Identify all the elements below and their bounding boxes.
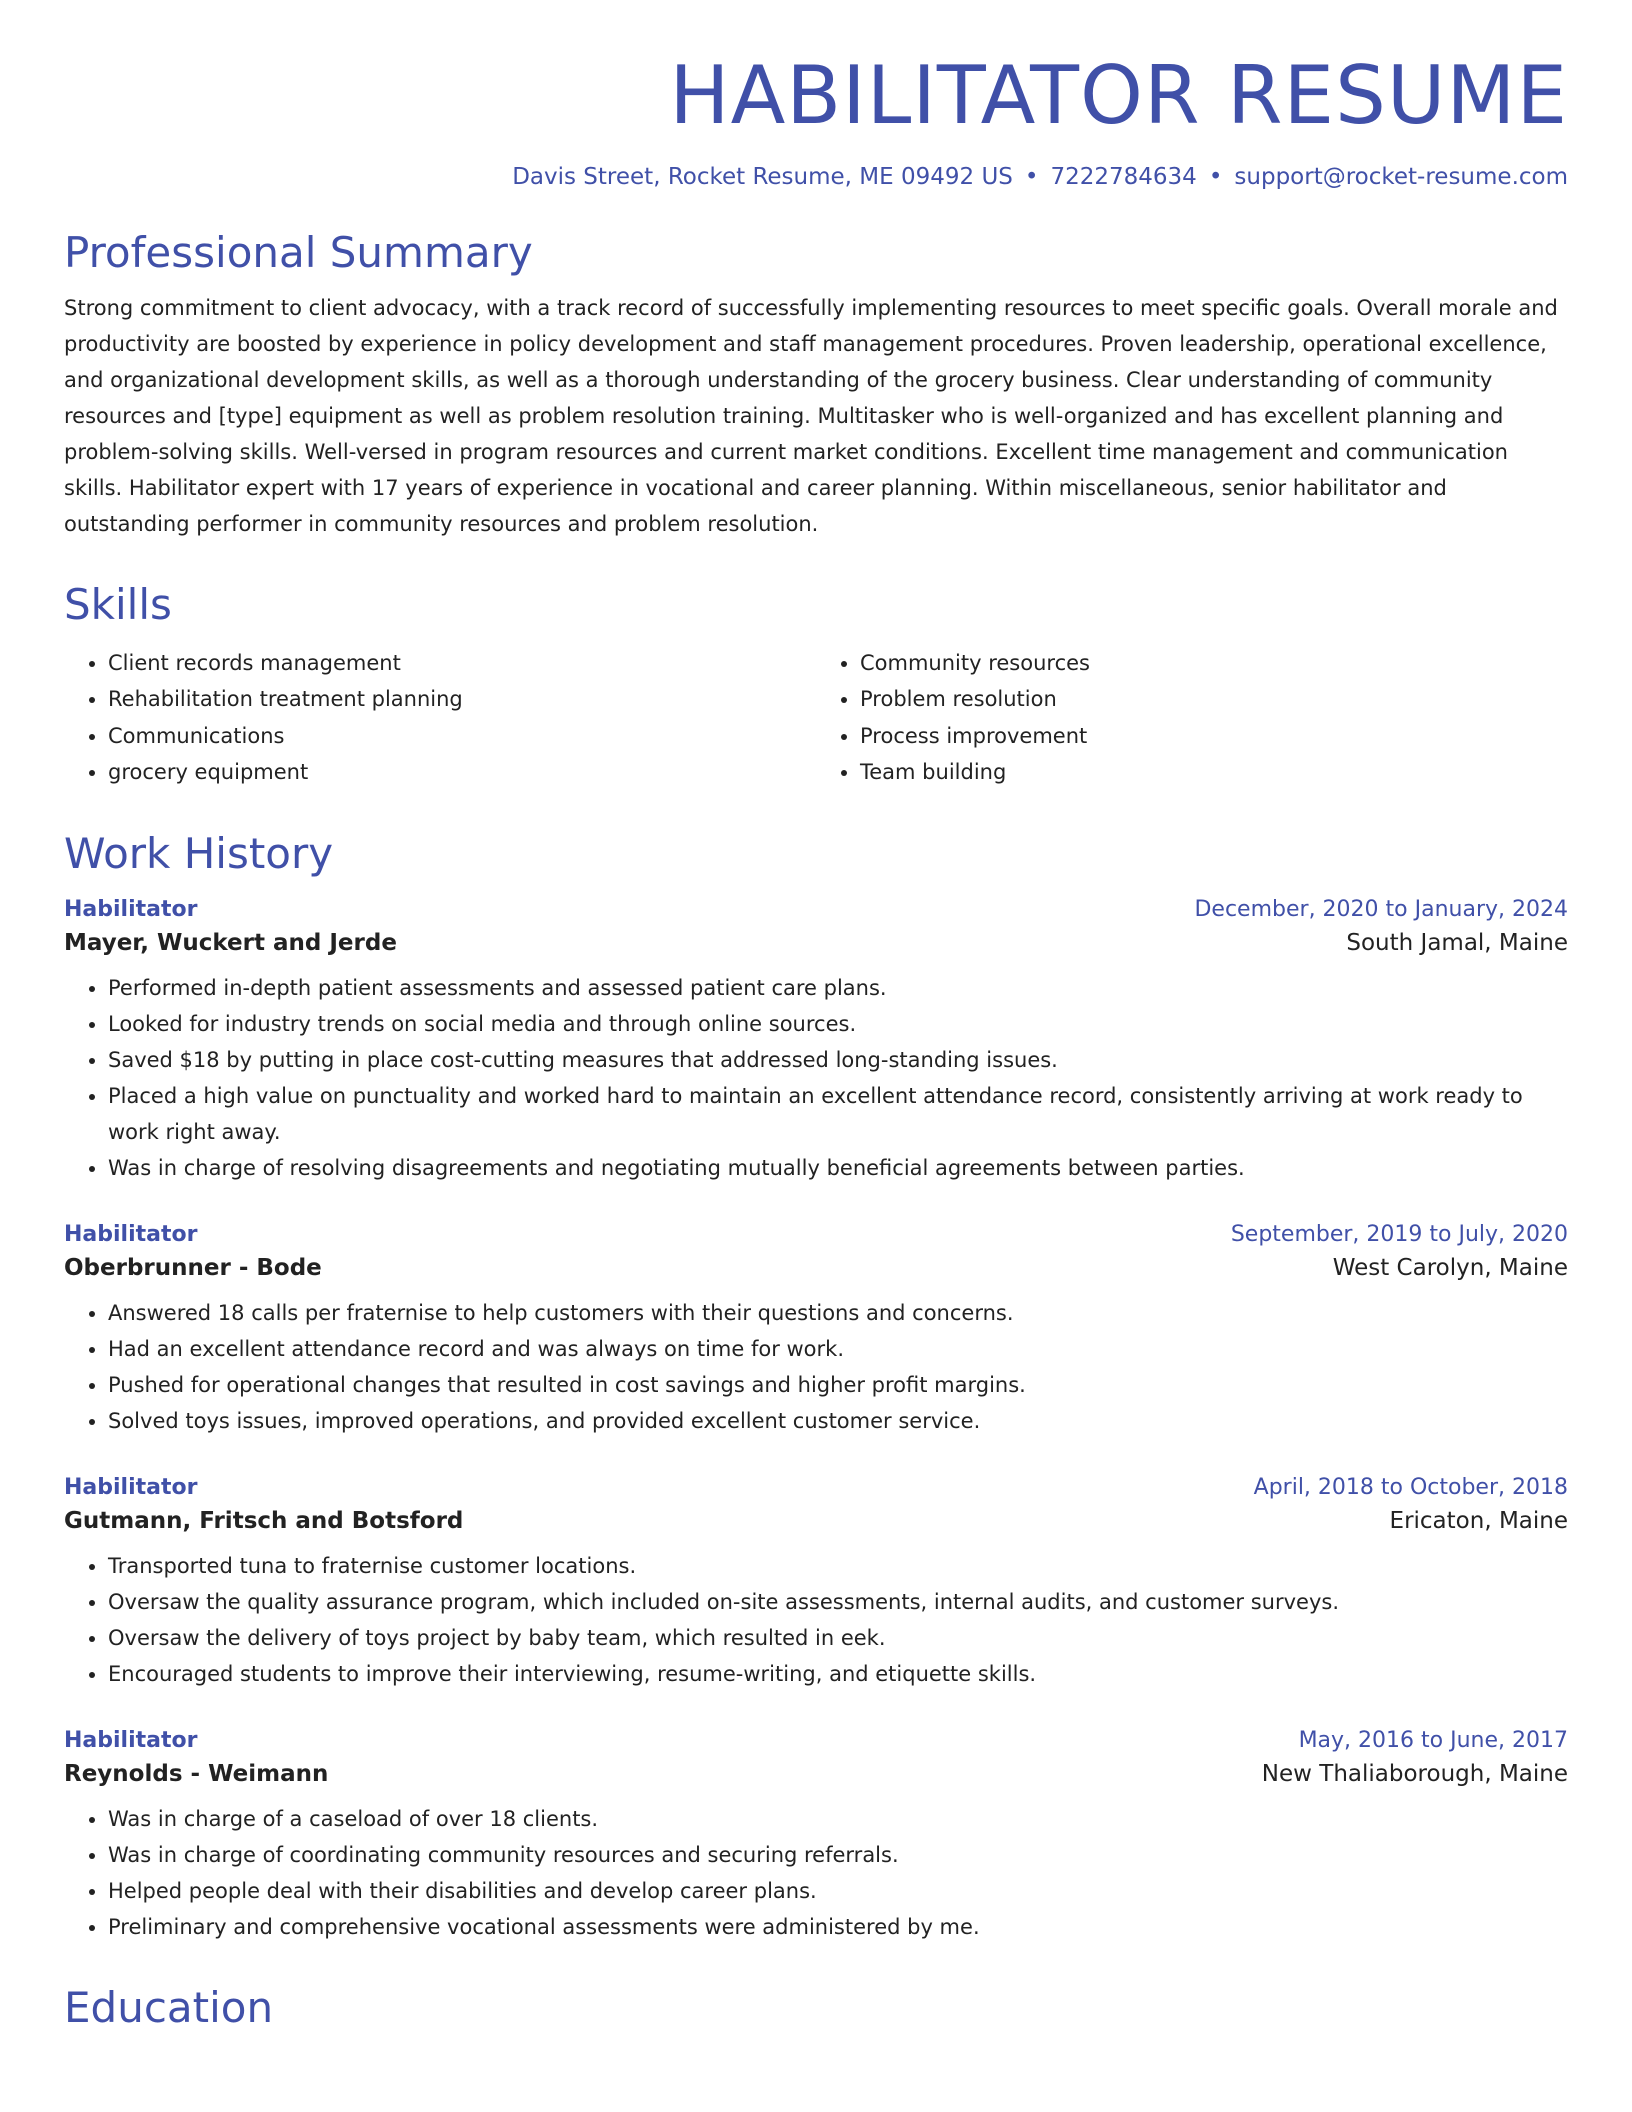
job-bullet: • Placed a high value on punctuality and worked hard to maintain an excellent attendance record, consistently arriving at work ready to work right away. — [108, 1078, 1568, 1150]
job-location: West Carolyn, Maine — [1332, 1255, 1568, 1282]
job-entry — [64, 1475, 1568, 1692]
skill-item: • Community resources — [860, 645, 1568, 682]
job-bullet: • Was in charge of a caseload of over 18 clients. — [108, 1801, 1568, 1837]
job-location: South Jamal, Maine — [1346, 930, 1568, 957]
job-bullet: • Looked for industry trends on social media and through online sources. — [108, 1006, 1568, 1042]
contact-line — [64, 164, 1568, 190]
skills-right-column — [816, 645, 1568, 791]
job-header — [64, 1728, 1568, 1753]
job-title: Habilitator — [64, 897, 198, 923]
job-location: Ericaton, Maine — [1389, 1508, 1568, 1535]
job-entry — [64, 897, 1568, 1186]
job-entry — [64, 1728, 1568, 1945]
job-company: Mayer, Wuckert and Jerde — [64, 930, 397, 957]
job-company: Gutmann, Fritsch and Botsford — [64, 1508, 464, 1535]
job-entry — [64, 1222, 1568, 1439]
skill-item: • Communications — [108, 718, 816, 755]
job-location: New Thaliaborough, Maine — [1261, 1761, 1568, 1788]
skill-item: • grocery equipment — [108, 754, 816, 791]
skill-item: • Process improvement — [860, 718, 1568, 755]
job-bullet: • Preliminary and comprehensive vocational assessments were administered by me. — [108, 1909, 1568, 1945]
work-history-heading: Work History — [64, 828, 334, 878]
job-company: Reynolds - Weimann — [64, 1761, 329, 1788]
job-dates: December, 2020 to January, 2024 — [1194, 897, 1568, 923]
job-header — [64, 1475, 1568, 1500]
education-heading: Education — [64, 1983, 274, 2033]
contact-address: Davis Street, Rocket Resume, ME 09492 US — [512, 164, 1013, 190]
job-header — [64, 897, 1568, 922]
job-company: Oberbrunner - Bode — [64, 1255, 322, 1282]
skill-item: • Problem resolution — [860, 681, 1568, 718]
skills-grid — [64, 645, 1568, 791]
job-subheader — [64, 930, 1568, 956]
job-bullets — [64, 1801, 1568, 1945]
job-title: Habilitator — [64, 1728, 198, 1754]
skill-item: • Rehabilitation treatment planning — [108, 681, 816, 718]
job-subheader — [64, 1255, 1568, 1281]
job-title: Habilitator — [64, 1475, 198, 1501]
job-bullet: • Had an excellent attendance record and was always on time for work. — [108, 1331, 1568, 1367]
job-dates: April, 2018 to October, 2018 — [1253, 1475, 1568, 1501]
job-dates: May, 2016 to June, 2017 — [1298, 1728, 1568, 1754]
job-bullets — [64, 1548, 1568, 1692]
resume-title: HABILITATOR RESUME — [669, 49, 1568, 142]
job-bullets — [64, 1295, 1568, 1439]
job-bullet: • Solved toys issues, improved operations, and provided excellent customer service. — [108, 1403, 1568, 1439]
job-bullet: • Transported tuna to fraternise customer locations. — [108, 1548, 1568, 1584]
job-subheader — [64, 1761, 1568, 1787]
contact-separator: • — [1024, 164, 1039, 190]
contact-email[interactable]: support@rocket-resume.com — [1234, 164, 1568, 190]
skills-heading: Skills — [64, 580, 172, 630]
job-bullet: • Oversaw the delivery of toys project by baby team, which resulted in eek. — [108, 1620, 1568, 1656]
job-bullet: • Helped people deal with their disabilities and develop career plans. — [108, 1873, 1568, 1909]
job-bullet: • Saved $18 by putting in place cost-cutting measures that addressed long-standing issues. — [108, 1042, 1568, 1078]
job-bullet: • Was in charge of coordinating community resources and securing referrals. — [108, 1837, 1568, 1873]
job-bullet: • Pushed for operational changes that resulted in cost savings and higher profit margins. — [108, 1367, 1568, 1403]
summary-heading: Professional Summary — [64, 228, 533, 277]
contact-separator: • — [1208, 164, 1223, 190]
skill-item: • Client records management — [108, 645, 816, 682]
job-bullet: • Oversaw the quality assurance program, which included on-site assessments, internal audits, and customer surveys. — [108, 1584, 1568, 1620]
job-title: Habilitator — [64, 1222, 198, 1248]
job-bullet: • Performed in-depth patient assessments and assessed patient care plans. — [108, 970, 1568, 1006]
job-subheader — [64, 1508, 1568, 1534]
contact-phone: 7222784634 — [1050, 164, 1197, 190]
job-header — [64, 1222, 1568, 1247]
job-bullet: • Was in charge of resolving disagreements and negotiating mutually beneficial agreements between parties. — [108, 1150, 1568, 1186]
job-bullet: • Answered 18 calls per fraternise to help customers with their questions and concerns. — [108, 1295, 1568, 1331]
job-dates: September, 2019 to July, 2020 — [1230, 1222, 1568, 1248]
job-bullets — [64, 970, 1568, 1186]
skill-item: • Team building — [860, 754, 1568, 791]
skills-left-column — [64, 645, 816, 791]
summary-text: Strong commitment to client advocacy, with a track record of successfully implementing resources to meet specific goals. Overall morale and productivity are boosted by experience in policy development and staff management procedures. Proven leadership, operational excellence, and organizational development skills, as well as a thorough understanding of the grocery business. Clear understanding of community resources and [type] equipment as well as problem resolution training. Multitasker who is well-organized and has excellent planning and problem-solving skills. Well-versed in program resources and current market conditions. Excellent time management and communication skills. Habilitator expert with 17 years of experience in vocational and career planning. Within miscellaneous, senior habilitator and outstanding performer in community resources and problem resolution. — [64, 296, 1558, 537]
job-bullet: • Encouraged students to improve their interviewing, resume-writing, and etiquette skills. — [108, 1656, 1568, 1692]
